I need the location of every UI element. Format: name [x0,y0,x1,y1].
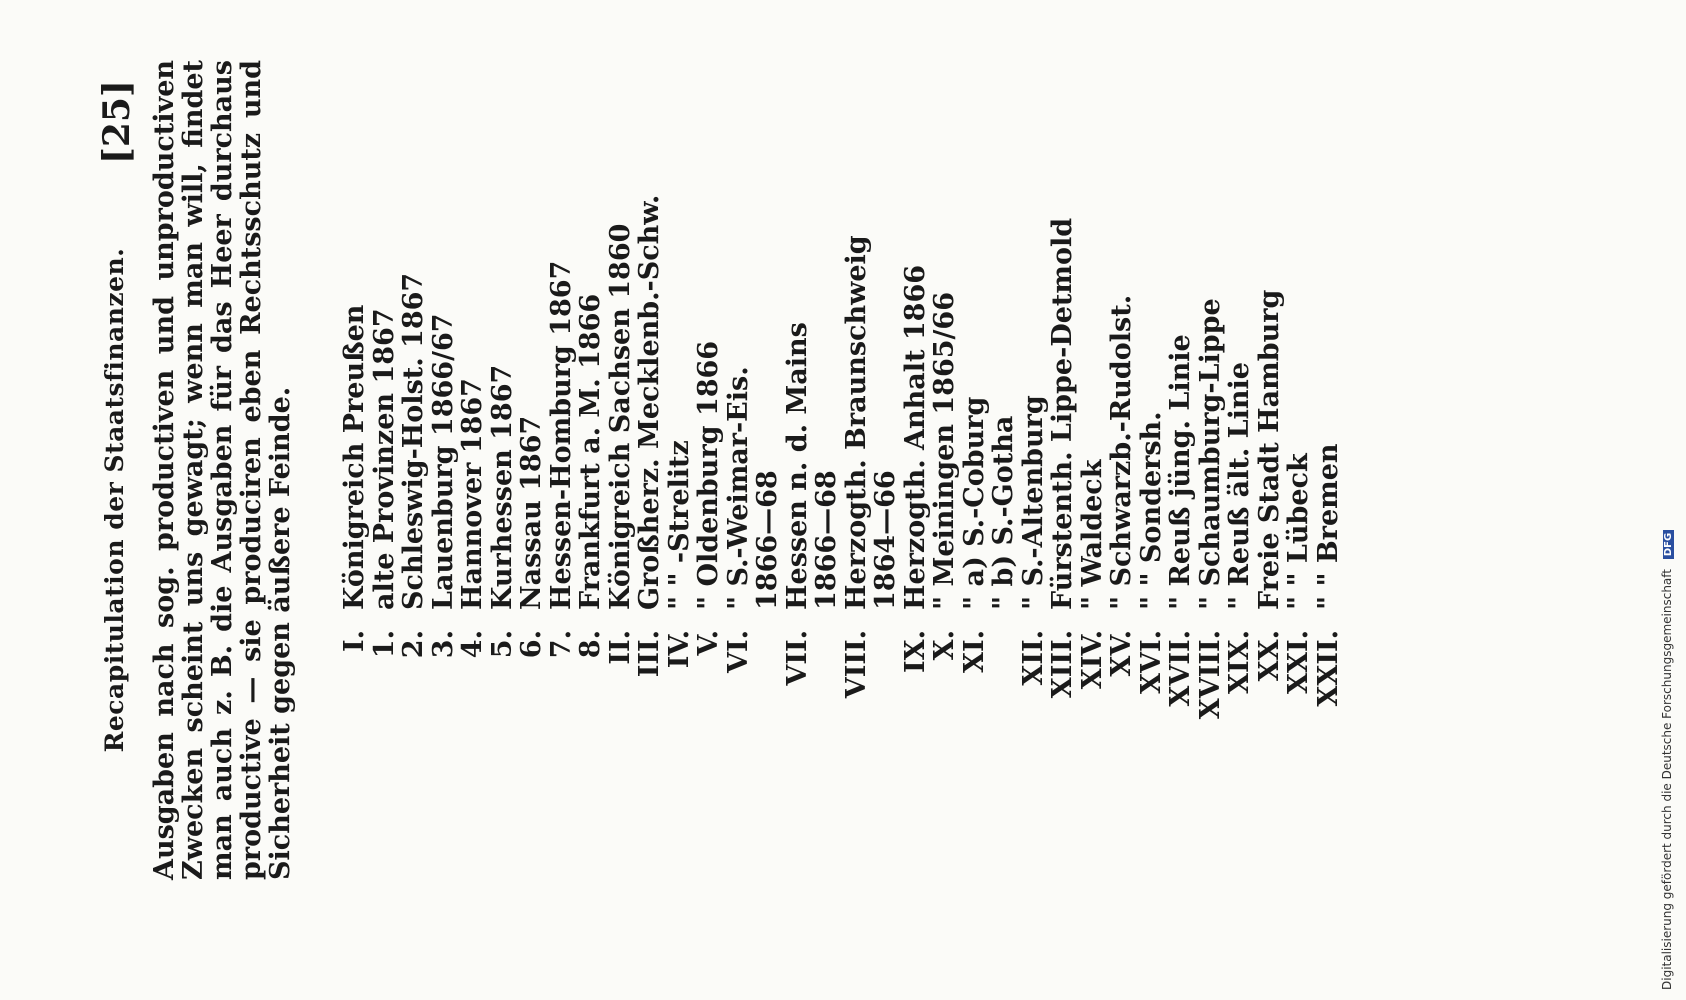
row-name: " Reuß ält. Linie [1224,362,1255,610]
row-number: 6. [516,630,547,659]
row-number: XVIII. [1194,630,1226,720]
row-number: XXI. [1283,630,1314,694]
table-row [783,0,812,1000]
row-name: " Waldeck [1076,459,1108,610]
row-number: XVI. [1135,630,1167,694]
table-row [694,0,723,1000]
table-row [1137,0,1166,1000]
row-name: " b) S.-Gotha [988,415,1019,610]
row-name: " a) S.-Coburg [958,396,990,610]
row-name: 1864—66 [870,470,901,610]
table-row [930,0,959,1000]
table-row [370,0,399,1000]
row-name: Hessen n. d. Mains [781,322,813,610]
row-name: Hannover 1867 [457,378,488,610]
row-name: " " Lübeck [1283,453,1314,610]
row-number: V. [693,630,724,656]
row-number: II. [604,630,636,665]
table-row [576,0,605,1000]
row-number: X. [929,630,960,661]
row-number: I. [339,630,370,653]
table-row [1314,0,1343,1000]
row-name: Königreich Preußen [339,304,370,610]
row-number: 2. [398,630,429,659]
table-row [399,0,428,1000]
row-number: XXII. [1312,630,1344,707]
table-row [488,0,517,1000]
table-row [665,0,694,1000]
row-name: " Schaumburg-Lippe [1194,298,1226,610]
row-name: " Schwarzb.-Rudolst. [1106,294,1137,610]
page-number: [25] [96,80,138,165]
row-number: VI. [722,630,754,673]
row-name: Freie Stadt Hamburg [1253,289,1285,610]
row-number: 5. [486,630,518,659]
row-name: Kurhessen 1867 [486,364,518,610]
table-row [1107,0,1136,1000]
row-name: " Reuß jüng. Linie [1165,334,1196,610]
row-name: " S.-Weimar-Eis. [722,366,754,610]
row-number: 4. [457,630,488,659]
row-name: " " -Strelitz [663,440,695,610]
table-row [812,0,841,1000]
row-number: XV. [1106,630,1137,677]
row-number: 3. [427,630,459,659]
row-number: XI. [958,630,990,673]
table-row [724,0,753,1000]
row-number: 7. [545,630,577,659]
row-number: VIII. [840,630,872,699]
dfg-logo: DFG [1663,530,1674,559]
row-number: III. [634,630,665,678]
row-name: " Meiningen 1865/66 [929,292,960,610]
row-name: Großherz. Mecklenb.-Schw. [634,194,665,610]
row-name: Frankfurt a. M. 1866 [575,293,606,610]
table-row [753,0,782,1000]
page-title: Recapitulation der Staatsfinanzen. [100,247,129,753]
table-row [606,0,635,1000]
row-number: 1. [368,630,400,659]
table-row [960,0,989,1000]
row-number: XII. [1017,630,1049,686]
row-name: Fürstenth. Lippe-Detmold [1047,217,1078,610]
row-name: " " Sondersh. [1135,411,1167,610]
row-number: XX. [1253,630,1285,682]
table-row [901,0,930,1000]
table-row [1048,0,1077,1000]
row-name: Lauenburg 1866/67 [427,313,459,610]
row-name: 1866—68 [811,470,842,610]
table-row [1284,0,1313,1000]
table-row [1078,0,1107,1000]
row-number: XIX. [1224,630,1255,694]
row-name: " " Bremen [1312,443,1344,610]
table-row [989,0,1018,1000]
row-name: " Oldenburg 1866 [693,340,724,610]
table-row [458,0,487,1000]
table-row [635,0,664,1000]
table-row [517,0,546,1000]
table-row [1166,0,1195,1000]
table-row [842,0,871,1000]
table-row [1255,0,1284,1000]
row-name: Schleswig-Holst. 1867 [398,272,429,610]
row-name: Herzogth. Braunschweig [840,235,872,610]
row-number: VII. [781,630,813,686]
row-number: IV. [663,630,695,669]
row-number: IX. [899,630,931,673]
row-name: Nassau 1867 [516,415,547,610]
dfg-footer [1660,10,1680,990]
table-row [547,0,576,1000]
row-name: Hessen-Homburg 1867 [545,260,577,610]
intro-paragraph: Ausgaben nach sog. productiven und unproductiven Zwecken scheint uns gewagt; wenn man will, findet man auch z. B. die Ausgaben für das Heer durchaus productive — sie produciren eben Rechtsschutz und Sicherheit gegen äußere Feinde. [149,60,296,880]
table-row [429,0,458,1000]
page-header [96,60,140,940]
row-name: Königreich Sachsen 1860 [604,223,636,610]
table-row [340,0,369,1000]
row-number: XIII. [1047,630,1078,699]
row-number: XVII. [1165,630,1196,707]
row-name: Herzogth. Anhalt 1866 [899,264,931,610]
table-row [1225,0,1254,1000]
row-name: alte Provinzen 1867 [368,308,400,610]
row-name: " S.-Altenburg [1017,395,1049,610]
row-number: 8. [575,630,606,659]
row-number: XIV. [1076,630,1108,690]
table-row [871,0,900,1000]
row-name: 1866—68 [752,470,783,610]
dfg-footer-text: Digitalisierung gefördert durch die Deutsche Forschungsgemeinschaft [1660,568,1674,990]
table-row [1196,0,1225,1000]
table-row [1019,0,1048,1000]
